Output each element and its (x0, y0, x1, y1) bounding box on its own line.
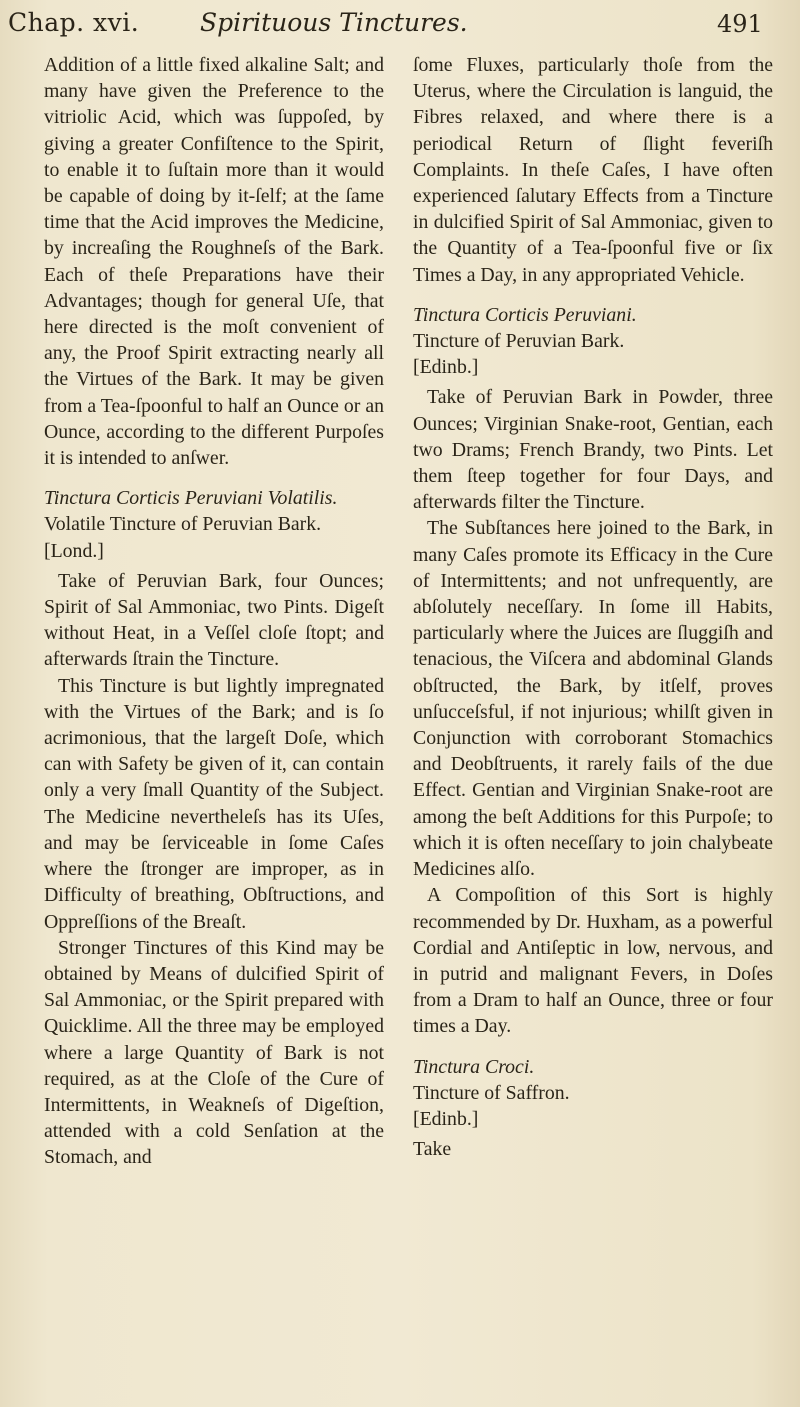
running-header (0, 6, 800, 46)
catchword: Take (413, 1138, 452, 1161)
right-reference: [Edinb.] (413, 356, 479, 379)
right-paragraph-2: Take of Peruvian Bark in Powder, three Ounces; Virginian Snake-root, Gentian, each two Drams; French Brandy, two Pints. Let them ſteep together for four Days, and afterwards filter the Tincture. (413, 386, 773, 514)
right-reference-2: [Edinb.] (413, 1107, 479, 1130)
right-paragraph-3: The Subſtances here joined to the Bark, in many Caſes promote its Efficacy in the Cure of Intermittents; and not unfrequently, are abſolutely neceſſary. In ſome ill Habits, particularly where the Juices are ſluggiſh and tenacious, the Viſcera and abdominal Glands obſtructed, the Bark, by itſelf, proves unſucceſsful, if not injurious; whilſt given in Conjunction with corroborant Stomachics and Deobſtruents, it rarely fails of the due Effect. Gentian and Virginian Snake-root are among the beſt Additions for this Purpoſe; to which it is often neceſſary to join chalybeate Medicines alſo. (413, 517, 773, 881)
right-heading-latin: Tinctura Corticis Peruviani. (413, 303, 637, 326)
left-reference: [Lond.] (44, 539, 104, 562)
left-heading-latin: Tinctura Corticis Peruviani Volatilis. (44, 487, 338, 510)
chapter-label: Chap. xvi. (8, 8, 140, 37)
left-column (44, 52, 384, 1392)
right-heading-2-english: Tincture of Saffron. (413, 1081, 570, 1104)
right-column (413, 52, 773, 1392)
left-paragraph-2: Take of Peruvian Bark, four Ounces; Spirit of Sal Ammoniac, two Pints. Digeſt without Heat, in a Veſſel cloſe ſtopt; and afterwards ſtrain the Tincture. (44, 569, 384, 671)
right-heading-2-latin: Tinctura Croci. (413, 1055, 535, 1078)
left-paragraph-1: Addition of a little fixed alkaline Salt; and many have given the Preference to the vitriolic Acid, which was ſuppoſed, by giving a greater Confiſtence to the Spirit, to enable it to ſuſtain more than it would be capable of doing by it-ſelf; at the ſame time that the Acid improves the Medicine, by increaſing the Roughneſs of the Bark. Each of theſe Preparations have their Advantages; though for general Uſe, that here directed is the moſt convenient of any, the Proof Spirit extracting nearly all the Virtues of the Bark. It may be given from a Tea-ſpoonful to half an Ounce or an Ounce, according to the different Purpoſes it is intended to anſwer. (44, 54, 384, 470)
left-paragraph-4: Stronger Tinctures of this Kind may be obtained by Means of dulcified Spirit of Sal Ammoniac, or the Spirit prepared with Quicklime. All the three may be employed where a large Quantity of Bark is not required, as at the Cloſe of the Cure of Intermittents, in Weakneſs of Digeſtion, attended with a cold Senſation at the Stomach, and (44, 936, 384, 1169)
right-paragraph-4: A Compoſition of this Sort is highly recommended by Dr. Huxham, as a powerful Cordial and Antiſeptic in low, nervous, and in putrid and malignant Fevers, in Doſes from a Dram to half an Ounce, three or four times a Day. (413, 884, 773, 1038)
running-title: Spirituous Tinctures. (200, 8, 468, 37)
right-heading-english: Tincture of Peruvian Bark. (413, 330, 625, 353)
left-paragraph-3: This Tincture is but lightly impregnated with the Virtues of the Bark; and is ſo acrimonious, that the largeſt Doſe, which can with Safety be given of it, can contain only a very ſmall Quantity of the Subject. The Medicine nevertheleſs has its Uſes, and may be ſerviceable in ſome Caſes where the ſtronger are improper, as in Difficulty of breathing, Obſtructions, and Oppreſſions of the Breaſt. (44, 674, 384, 933)
right-paragraph-1: ſome Fluxes, particularly thoſe from the Uterus, where the Circulation is languid, the Fibres relaxed, and where there is a periodical Return of ſlight feveriſh Complaints. In theſe Caſes, I have often experienced ſalutary Effects from a Tincture in dulcified Spirit of Sal Ammoniac, given to the Quantity of a Tea-ſpoonful five or ſix Times a Day, in any appropriated Vehicle. (413, 54, 773, 286)
page-number: 491 (717, 10, 763, 38)
left-heading-english: Volatile Tincture of Peruvian Bark. (44, 513, 322, 536)
